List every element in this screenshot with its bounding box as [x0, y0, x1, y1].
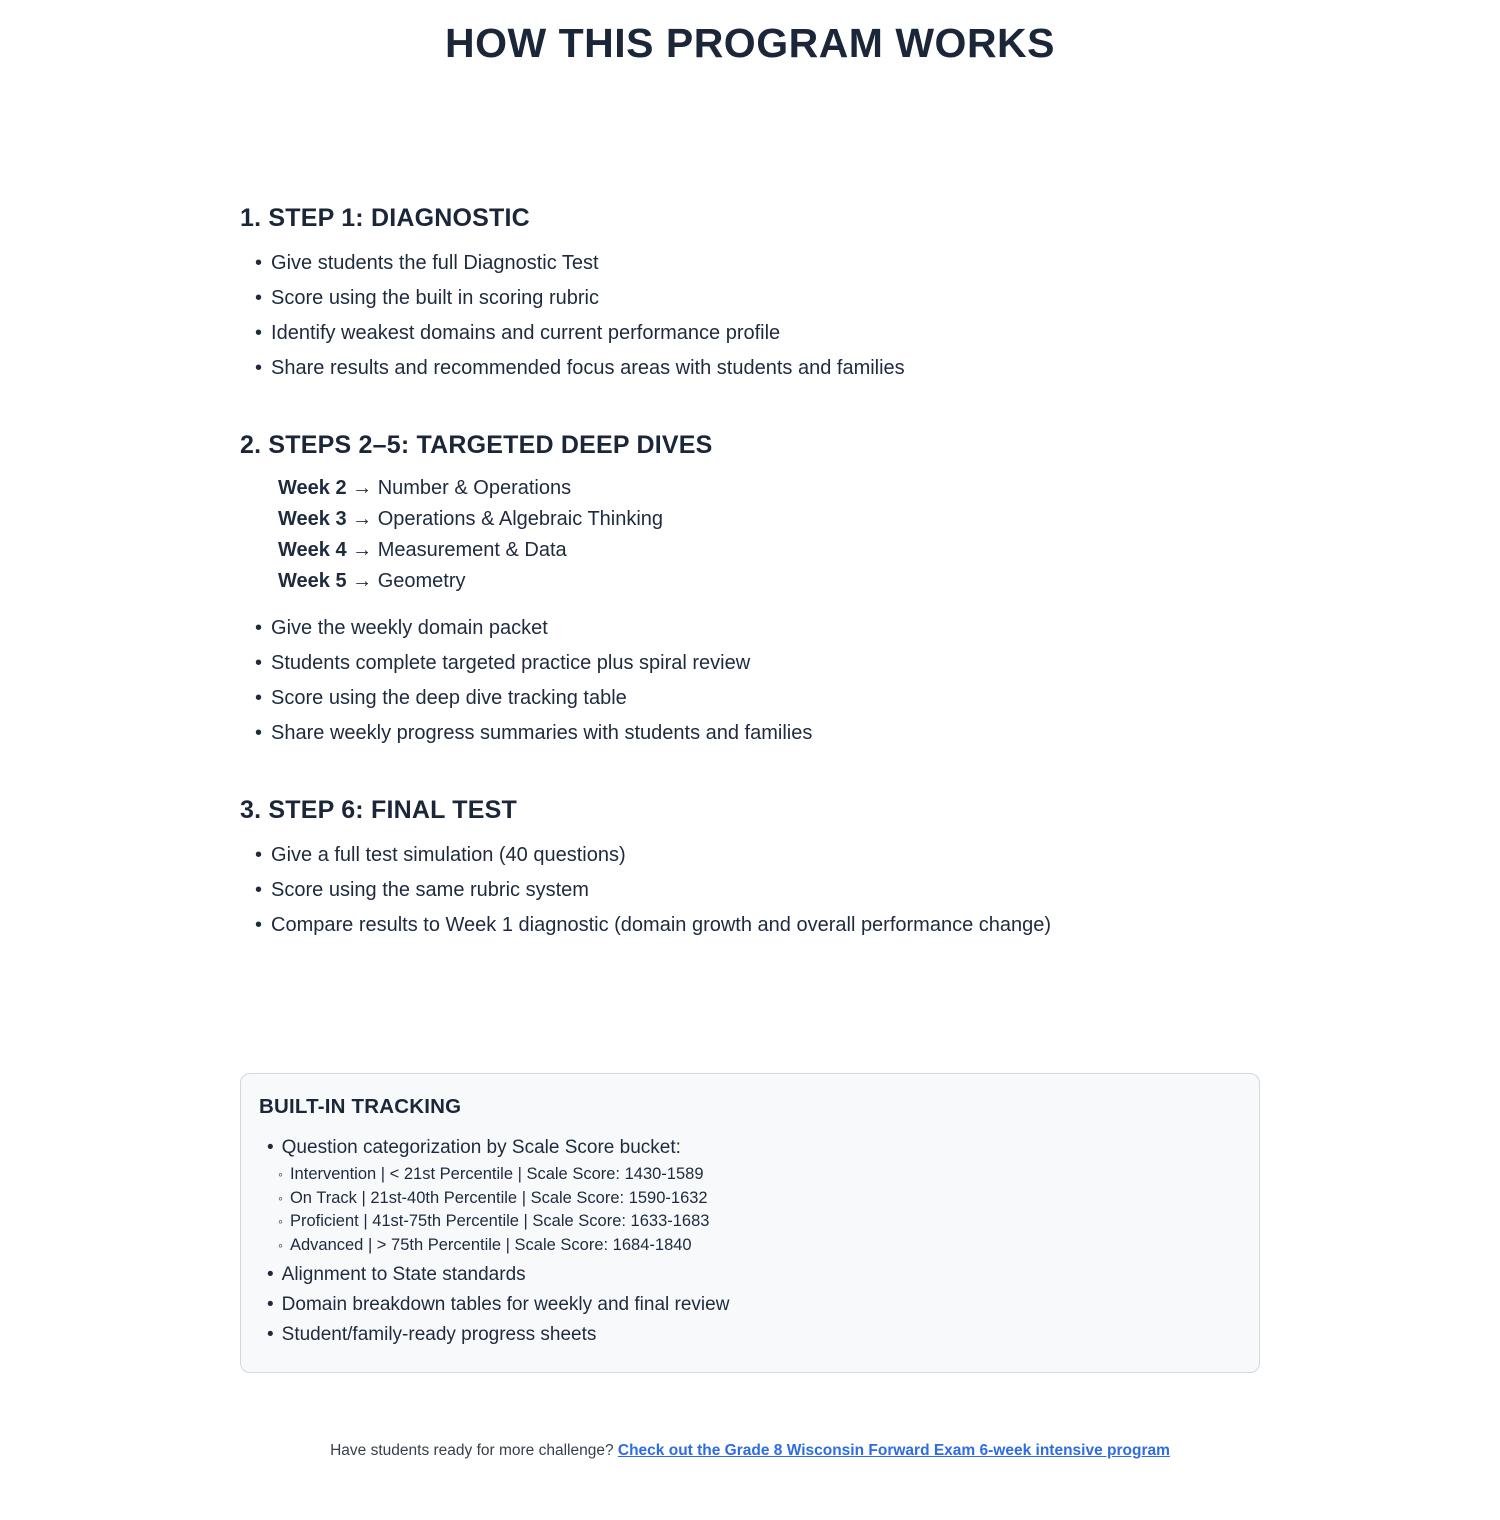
- bullet-item: • Score using the deep dive tracking table: [255, 681, 1260, 716]
- bullet-item: • Score using the same rubric system: [255, 873, 1260, 908]
- section-heading: [240, 431, 1260, 460]
- bullet-list: [240, 246, 1260, 386]
- section-title: STEPS 2–5: TARGETED DEEP DIVES: [268, 431, 713, 459]
- section-heading: [240, 204, 1260, 233]
- week-topic: → Operations & Algebraic Thinking: [346, 508, 664, 530]
- week-topic: → Number & Operations: [346, 477, 572, 499]
- tracking-sub-bullet-item: ◦ Proficient | 41st-75th Percentile | Scale Score: 1633-1683: [278, 1210, 1239, 1234]
- section-heading: [240, 796, 1260, 825]
- section-number: 1.: [240, 204, 269, 232]
- bullet-item: • Students complete targeted practice plus spiral review: [255, 646, 1260, 681]
- bullet-list: [240, 838, 1260, 943]
- tracking-box: [240, 1073, 1260, 1373]
- page-title: HOW THIS PROGRAM WORKS: [444, 20, 1056, 66]
- tracking-bullet-item: [267, 1133, 1239, 1257]
- section: [240, 796, 1260, 943]
- section: [240, 431, 1260, 751]
- week-topic: → Measurement & Data: [346, 539, 567, 561]
- tracking-box-title: BUILT-IN TRACKING: [259, 1095, 462, 1118]
- footer: [0, 1442, 1500, 1460]
- section-number: 3.: [240, 796, 269, 824]
- tracking-bullet-item: [267, 1320, 1239, 1350]
- tracking-sub-bullet-item: ◦ On Track | 21st-40th Percentile | Scale Score: 1590-1632: [278, 1187, 1239, 1211]
- tracking-bullet-item: [267, 1260, 1239, 1290]
- footer-link[interactable]: Check out the Grade 8 Wisconsin Forward Exam 6-week intensive program: [617, 1442, 1170, 1459]
- section-title: STEP 6: FINAL TEST: [268, 796, 517, 824]
- week-line: [278, 535, 1260, 566]
- bullet-item: • Give a full test simulation (40 questions): [255, 838, 1260, 873]
- week-line: [278, 504, 1260, 535]
- tracking-bullet-text: Domain breakdown tables for weekly and final review: [281, 1294, 730, 1315]
- bullet-item: • Share results and recommended focus areas with students and families: [255, 351, 1260, 386]
- week-label: Week 3: [278, 508, 347, 530]
- tracking-sub-bullet-list: [267, 1163, 1239, 1257]
- footer-prefix-text: Have students ready for more challenge?: [330, 1442, 618, 1459]
- tracking-bullet-text: Question categorization by Scale Score bucket:: [281, 1137, 681, 1158]
- document-page: [0, 20, 1500, 1460]
- tracking-bullet-text: Alignment to State standards: [281, 1264, 526, 1285]
- bullet-item: • Compare results to Week 1 diagnostic (domain growth and overall performance change): [255, 908, 1260, 943]
- week-topic: → Geometry: [346, 570, 466, 592]
- section: [240, 204, 1260, 386]
- tracking-bullet-list: [259, 1133, 1239, 1350]
- bullet-item: • Score using the built in scoring rubric: [255, 281, 1260, 316]
- week-line: [278, 473, 1260, 504]
- bullet-item: • Share weekly progress summaries with students and families: [255, 716, 1260, 751]
- tracking-sub-bullet-item: ◦ Intervention | < 21st Percentile | Scale Score: 1430-1589: [278, 1163, 1239, 1187]
- week-label: Week 5: [278, 570, 347, 592]
- bullet-list: [240, 611, 1260, 751]
- week-label: Week 4: [278, 539, 347, 561]
- tracking-bullet-text: Student/family-ready progress sheets: [281, 1324, 597, 1345]
- section-number: 2.: [240, 431, 269, 459]
- section-title: STEP 1: DIAGNOSTIC: [268, 204, 530, 232]
- week-line: [278, 566, 1260, 597]
- bullet-item: • Give students the full Diagnostic Test: [255, 246, 1260, 281]
- week-label: Week 2: [278, 477, 347, 499]
- bullet-item: • Identify weakest domains and current performance profile: [255, 316, 1260, 351]
- bullet-item: • Give the weekly domain packet: [255, 611, 1260, 646]
- content-column: [240, 204, 1260, 1373]
- tracking-bullet-item: [267, 1290, 1239, 1320]
- tracking-sub-bullet-item: ◦ Advanced | > 75th Percentile | Scale Score: 1684-1840: [278, 1234, 1239, 1258]
- sections-list: [240, 204, 1260, 943]
- week-schedule-list: [278, 473, 1260, 597]
